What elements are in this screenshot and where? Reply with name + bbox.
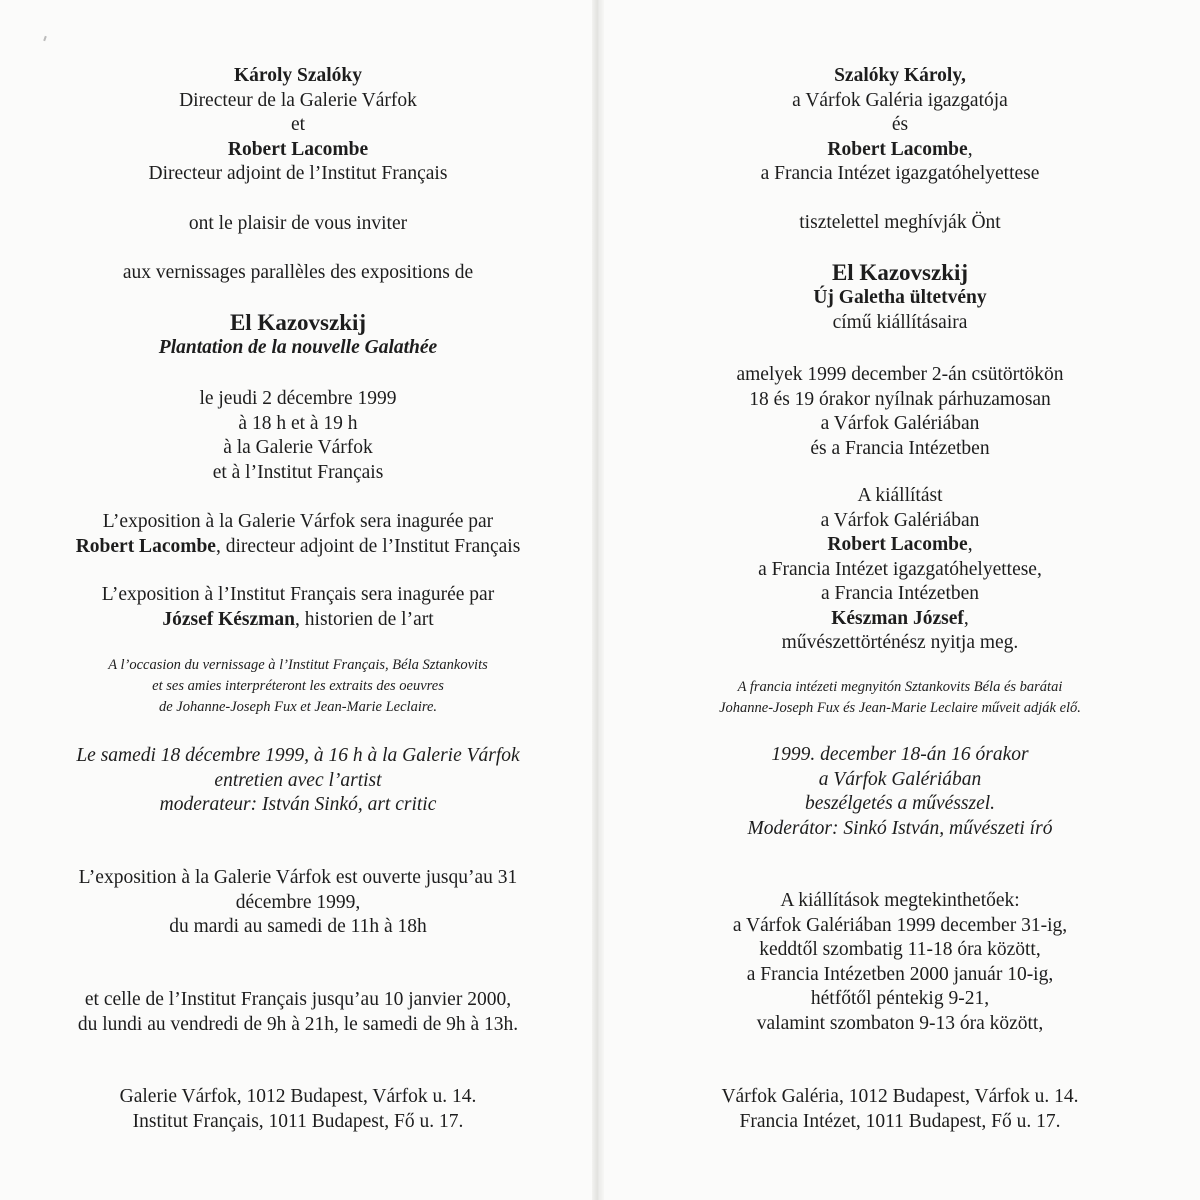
opening-comma: , xyxy=(963,607,969,629)
address-line: Institut Français, 1011 Budapest, Fő u. 17. xyxy=(132,1110,464,1132)
hours1-block xyxy=(0,866,596,940)
opening1-block xyxy=(0,510,596,559)
artist-name: El Kazovszkij xyxy=(831,260,969,285)
host1-title: a Várfok Galéria igazgatója xyxy=(792,89,1008,111)
opening-name2: Készman József xyxy=(831,607,964,629)
date-line: et à l’Institut Français xyxy=(212,461,384,483)
exhibition-title: Új Galetha ültetvény xyxy=(813,287,987,308)
date-line: és a Francia Intézetben xyxy=(810,437,990,459)
opening2-name: József Készman xyxy=(162,608,296,630)
hours-line: L’exposition à la Galerie Várfok est ouverte jusqu’au 31 xyxy=(78,867,518,888)
conjunction: és xyxy=(891,114,909,135)
music-line: de Johanne-Joseph Fux et Jean-Marie Leclaire. xyxy=(158,699,438,715)
talk-line: entretien avec l’artist xyxy=(214,769,382,791)
conjunction: et xyxy=(290,114,306,135)
talk-line: a Várfok Galériában xyxy=(818,768,982,790)
music-block xyxy=(0,655,596,718)
date-line: à 18 h et à 19 h xyxy=(238,412,358,434)
opening-name-line xyxy=(600,533,1200,558)
address-block xyxy=(0,1085,596,1134)
address-block xyxy=(600,1085,1200,1134)
invite-text: tisztelettel meghívják Önt xyxy=(799,212,1001,233)
opening-line: A kiállítást xyxy=(857,485,943,506)
date-line: a Várfok Galériában xyxy=(820,413,980,434)
opening-line: művészettörténész nyitja meg. xyxy=(781,632,1019,653)
talk-line: Moderátor: Sinkó István, művészeti író xyxy=(747,817,1053,839)
hours-line: a Várfok Galériában 1999 december 31-ig, xyxy=(732,914,1068,936)
opening1-rest: , directeur adjoint de l’Institut Français xyxy=(215,535,521,557)
opening2-line: L’exposition à l’Institut Français sera inagurée par xyxy=(101,584,495,605)
opening2-block xyxy=(0,583,596,632)
talk-block xyxy=(0,744,596,818)
hours-line: keddtől szombatig 11-18 óra között, xyxy=(759,939,1041,960)
talk-line: beszélgetés a művésszel. xyxy=(804,793,996,814)
host1-name: Szalóky Károly, xyxy=(834,65,966,86)
opening1-name: Robert Lacombe xyxy=(75,535,216,557)
opening-line: a Várfok Galériában xyxy=(820,509,980,531)
music-block xyxy=(600,677,1200,719)
artist-name: El Kazovszkij xyxy=(229,310,367,335)
hosts-block xyxy=(0,64,596,187)
date-line: le jeudi 2 décembre 1999 xyxy=(199,388,397,409)
host1-name: Károly Szalóky xyxy=(233,65,363,86)
hours-line: valamint szombaton 9-13 óra között, xyxy=(756,1012,1044,1034)
exhibition-title: Plantation de la nouvelle Galathée xyxy=(158,337,438,358)
opening-name-line xyxy=(600,607,1200,632)
hosts-block xyxy=(600,64,1200,187)
opening1-line2 xyxy=(0,535,596,560)
opening-line: a Francia Intézetben xyxy=(820,583,980,604)
address-line: Galerie Várfok, 1012 Budapest, Várfok u. 14. xyxy=(119,1086,477,1107)
talk-block xyxy=(600,743,1200,841)
opening-name1: Robert Lacombe xyxy=(827,534,968,555)
date-line: amelyek 1999 december 2-án csütörtökön xyxy=(736,364,1064,385)
opening2-rest: , historien de l’art xyxy=(295,608,434,630)
date-line: 18 és 19 órakor nyílnak párhuzamosan xyxy=(749,388,1051,410)
hours-line: du mardi au samedi de 11h à 18h xyxy=(169,916,427,937)
host2-title: Directeur adjoint de l’Institut Français xyxy=(148,163,448,184)
address-line: Várfok Galéria, 1012 Budapest, Várfok u. 14. xyxy=(721,1086,1079,1107)
host2-title: a Francia Intézet igazgatóhelyettese xyxy=(760,163,1040,184)
date-line: à la Galerie Várfok xyxy=(223,437,373,458)
opening-comma: , xyxy=(967,534,973,555)
hours-line: décembre 1999, xyxy=(235,891,361,913)
date-block xyxy=(0,387,596,485)
host2-comma: , xyxy=(967,138,973,160)
opening-line: a Francia Intézet igazgatóhelyettese, xyxy=(758,558,1042,580)
music-line: A l’occasion du vernissage à l’Institut Français, Béla Sztankovits xyxy=(108,657,488,673)
talk-line: Le samedi 18 décembre 1999, à 16 h à la Galerie Várfok xyxy=(76,745,520,766)
music-line: Johanne-Joseph Fux és Jean-Marie Leclaire műveit adják elő. xyxy=(719,700,1081,716)
date-block xyxy=(600,363,1200,461)
hours-line: a Francia Intézetben 2000 január 10-ig, xyxy=(746,963,1054,985)
opening2-line2 xyxy=(0,608,596,633)
talk-line: moderateur: István Sinkó, art critic xyxy=(159,794,437,815)
address-line: Francia Intézet, 1011 Budapest, Fő u. 17. xyxy=(739,1110,1061,1132)
opening-block xyxy=(600,484,1200,656)
host1-title: Directeur de la Galerie Várfok xyxy=(179,89,417,111)
hours-line: hétfőtől péntekig 9-21, xyxy=(810,988,990,1009)
host2-line xyxy=(600,138,1200,163)
talk-line: 1999. december 18-án 16 órakor xyxy=(771,744,1029,765)
invite-text: ont le plaisir de vous inviter xyxy=(188,213,408,234)
music-line: A francia intézeti megnyitón Sztankovits Béla és barátai xyxy=(737,679,1063,695)
music-line: et ses amies interpréteront les extraits des oeuvres xyxy=(152,678,444,694)
hours-line: du lundi au vendredi de 9h à 21h, le samedi de 9h à 13h. xyxy=(77,1013,519,1035)
hours-line: A kiállítások megtekinthetőek: xyxy=(780,890,1020,911)
hours-line: et celle de l’Institut Français jusqu’au 10 janvier 2000, xyxy=(84,989,512,1010)
hours-block xyxy=(600,889,1200,1036)
host2-name: Robert Lacombe xyxy=(827,138,968,160)
host2-name: Robert Lacombe xyxy=(227,138,369,160)
exhibition-caption: című kiállításaira xyxy=(832,311,968,333)
vernissage-text: aux vernissages parallèles des expositions de xyxy=(122,262,474,283)
opening1-line: L’exposition à la Galerie Várfok sera inagurée par xyxy=(102,511,494,532)
hours2-block xyxy=(0,988,596,1037)
